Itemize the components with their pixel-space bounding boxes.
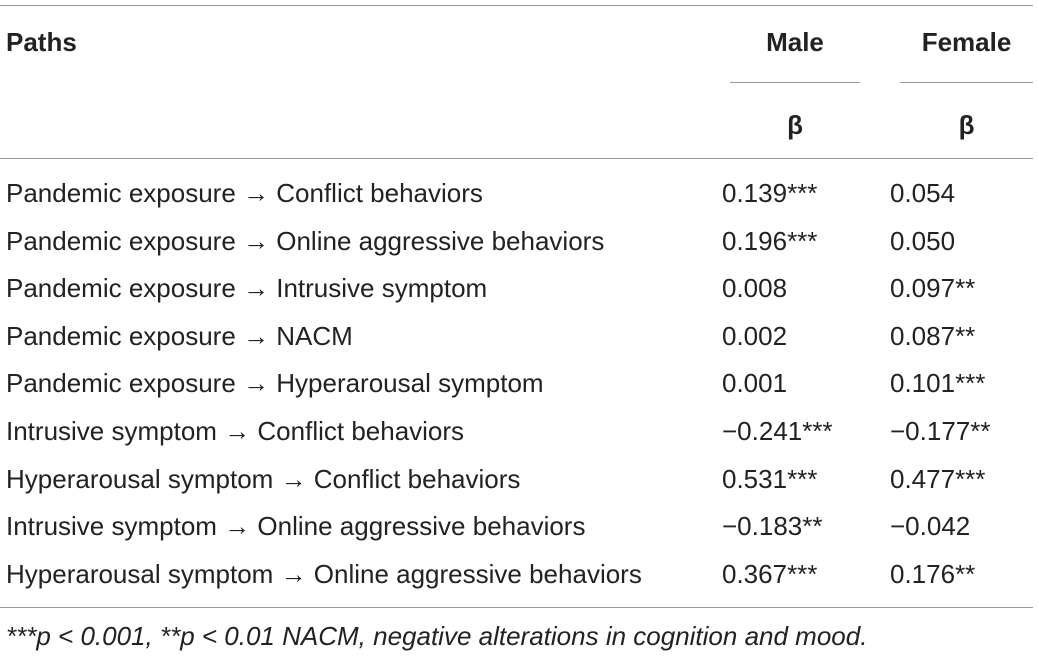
male-beta-cell: −0.183** — [722, 511, 823, 542]
table-row — [0, 409, 1039, 457]
header-beta-female: β — [958, 110, 975, 140]
female-beta-cell: 0.054 — [890, 178, 956, 208]
path-cell: Pandemic exposure → Online aggressive behaviors — [6, 225, 605, 256]
table-row — [0, 552, 1039, 600]
table-row — [0, 266, 1039, 314]
male-beta-cell: 0.002 — [722, 320, 788, 351]
female-group-rule — [900, 82, 1033, 83]
table-footnote: ***p < 0.001, **p < 0.01 NACM, negative alterations in cognition and mood. — [6, 621, 868, 651]
table-row — [0, 314, 1039, 362]
male-beta-cell: −0.241*** — [722, 415, 833, 446]
path-cell: Pandemic exposure → NACM — [6, 320, 353, 351]
male-beta-cell: 0.531*** — [722, 463, 818, 494]
female-beta-cell: 0.097** — [890, 273, 976, 304]
bottom-rule — [0, 607, 1033, 608]
female-beta-cell: 0.176** — [890, 558, 976, 589]
male-beta-cell: 0.139*** — [722, 178, 818, 208]
path-cell: Pandemic exposure → Hyperarousal symptom — [6, 368, 544, 399]
path-cell: Intrusive symptom → Conflict behaviors — [6, 415, 465, 446]
female-beta-cell: −0.042 — [890, 511, 971, 542]
header-male: Male — [766, 27, 824, 57]
path-cell: Pandemic exposure → Conflict behaviors — [6, 178, 483, 208]
header-female: Female — [921, 27, 1012, 57]
header-beta-male: β — [787, 110, 803, 140]
table-row — [0, 171, 1039, 219]
table-body — [0, 171, 1039, 599]
female-beta-cell: −0.177** — [890, 415, 991, 446]
male-beta-cell: 0.008 — [722, 273, 788, 304]
table-row — [0, 361, 1039, 409]
path-cell: Hyperarousal symptom → Conflict behaviors — [6, 463, 521, 494]
table-row — [0, 457, 1039, 505]
header-paths: Paths — [6, 27, 77, 57]
header-rule — [0, 158, 1033, 159]
table-row — [0, 219, 1039, 267]
top-rule — [0, 5, 1033, 6]
female-beta-cell: 0.101*** — [890, 368, 986, 399]
male-group-rule — [730, 82, 860, 83]
male-beta-cell: 0.196*** — [722, 225, 818, 256]
table-row — [0, 504, 1039, 552]
female-beta-cell: 0.087** — [890, 320, 976, 351]
male-beta-cell: 0.001 — [722, 368, 788, 399]
path-cell: Hyperarousal symptom → Online aggressive behaviors — [6, 558, 642, 589]
path-cell: Pandemic exposure → Intrusive symptom — [6, 273, 488, 304]
female-beta-cell: 0.050 — [890, 225, 956, 256]
female-beta-cell: 0.477*** — [890, 463, 986, 494]
path-cell: Intrusive symptom → Online aggressive behaviors — [6, 511, 586, 542]
male-beta-cell: 0.367*** — [722, 558, 818, 589]
